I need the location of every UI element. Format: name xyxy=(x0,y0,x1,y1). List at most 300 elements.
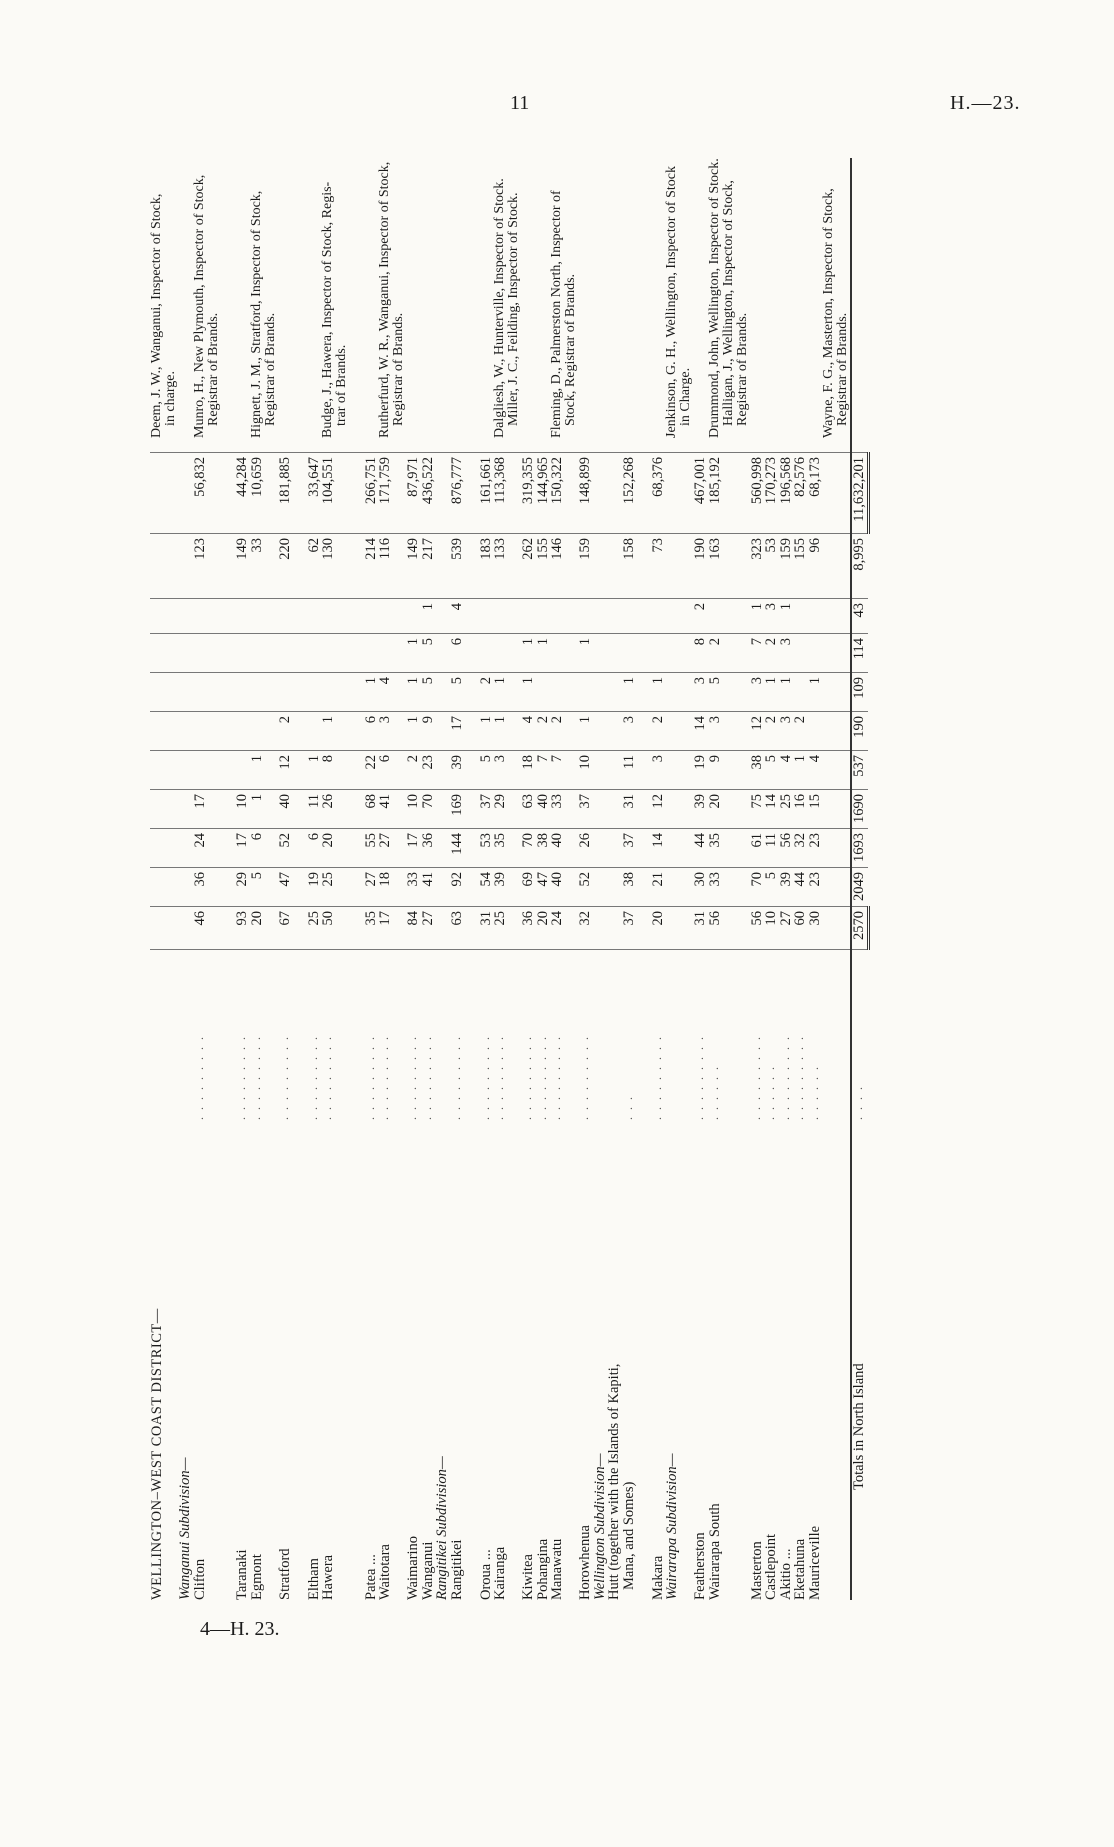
inspector-note xyxy=(607,158,622,452)
count-cell: 319,355 xyxy=(521,453,536,534)
leader-dots: . . . . . . xyxy=(706,1065,721,1120)
empty-cell xyxy=(636,907,651,950)
empty-cell xyxy=(292,534,307,599)
subdivision-title: Wairarapa Subdivision— xyxy=(664,1453,680,1600)
table-row xyxy=(406,158,421,1600)
count-cell: 37 xyxy=(622,907,637,950)
count-cell: 1 xyxy=(578,634,593,673)
empty-cell xyxy=(593,453,608,534)
count-cell: 53 xyxy=(764,534,779,599)
count-cell: 33 xyxy=(250,534,278,599)
empty-cell xyxy=(221,790,236,829)
leader-dots xyxy=(464,950,479,1121)
inspector-note xyxy=(622,158,637,452)
inspector-note xyxy=(665,158,693,452)
count-cell: 19 xyxy=(693,751,708,790)
empty-cell xyxy=(665,534,693,599)
empty-cell xyxy=(464,751,479,790)
empty-cell xyxy=(221,712,236,751)
count-cell: 27 xyxy=(378,829,406,868)
count-cell xyxy=(493,599,521,634)
empty-cell xyxy=(636,868,651,907)
empty-cell xyxy=(150,868,178,907)
empty-cell xyxy=(464,868,479,907)
count-cell: 36 xyxy=(193,868,221,907)
count-cell: 26 xyxy=(578,829,593,868)
leader-dots: . . . . . . . . . xyxy=(520,1035,534,1120)
leader-dots: . . . . . . . . . xyxy=(577,1035,591,1120)
empty-cell xyxy=(464,790,479,829)
subdivision-title: Wanganui Subdivision— xyxy=(177,1457,193,1600)
leader-dots: . . . . . . . . . xyxy=(362,1035,377,1120)
empty-cell xyxy=(221,634,236,673)
count-cell: 149 xyxy=(406,534,421,599)
count-cell: 61 xyxy=(750,829,765,868)
inspector-line: Munro, H., New Plymouth, Inspector of Stock, xyxy=(191,174,207,438)
empty-cell xyxy=(435,790,450,829)
count-cell: 69 xyxy=(521,868,536,907)
count-cell: 159 xyxy=(578,534,593,599)
count-cell: 55 xyxy=(364,829,379,868)
county-name: Horowhenua xyxy=(577,1525,593,1600)
leader-dots: . . . . . . . . . xyxy=(792,1035,806,1120)
county-name: Featherston xyxy=(692,1532,708,1600)
county-name: Wairarapa South xyxy=(706,1503,723,1600)
count-cell: 31 xyxy=(622,790,637,829)
count-cell: 40 xyxy=(536,790,551,829)
count-cell: 27 xyxy=(421,907,436,950)
count-cell xyxy=(479,599,494,634)
empty-cell xyxy=(349,599,364,634)
leader-dots xyxy=(178,950,193,1121)
empty-cell xyxy=(593,712,608,751)
subdivision-title: Rangitikei Subdivision— xyxy=(434,1456,450,1600)
empty-cell xyxy=(349,868,364,907)
empty-cell xyxy=(464,907,479,950)
count-cell: 40 xyxy=(550,829,578,868)
inspector-note xyxy=(250,158,278,452)
inspector-note xyxy=(651,158,666,452)
inspector-line: in charge. xyxy=(163,371,178,426)
table-row xyxy=(150,158,178,1600)
count-cell: 31 xyxy=(693,907,708,950)
county-name: Taranaki xyxy=(234,1549,250,1600)
count-cell xyxy=(307,634,322,673)
count-cell: 5 xyxy=(764,868,779,907)
empty-cell xyxy=(636,712,651,751)
count-cell: 33 xyxy=(550,790,578,829)
empty-cell xyxy=(593,829,608,868)
empty-cell xyxy=(150,712,178,751)
count-cell xyxy=(607,829,622,868)
table-row xyxy=(793,158,808,1600)
totals-label: Totals in North Island xyxy=(851,1120,868,1600)
count-cell xyxy=(321,599,349,634)
count-cell: 14 xyxy=(651,829,666,868)
empty-cell xyxy=(292,673,307,712)
inspector-line: Jenkinson, G. H., Wellington, Inspector of Stock xyxy=(664,166,679,438)
empty-cell xyxy=(665,868,693,907)
count-cell: 30 xyxy=(808,907,823,950)
table-row xyxy=(221,158,236,1600)
empty-cell xyxy=(221,751,236,790)
count-cell: 38 xyxy=(536,829,551,868)
empty-cell xyxy=(435,868,450,907)
spacer xyxy=(221,1120,236,1600)
count-cell: 36 xyxy=(521,907,536,950)
empty-cell xyxy=(292,453,307,534)
empty-cell xyxy=(435,534,450,599)
footer-code: 4—H. 23. xyxy=(200,1618,280,1640)
count-cell: 6 xyxy=(450,634,465,673)
count-cell xyxy=(651,634,666,673)
inspector-note xyxy=(808,158,823,452)
inspector-line: Hignett, J. M., Stratford, Inspector of Stock, xyxy=(248,190,264,438)
empty-cell xyxy=(636,534,651,599)
count-cell xyxy=(193,751,221,790)
county-name: Mauriceville xyxy=(806,1525,823,1600)
leader-dots: . . . . . . . . . xyxy=(777,1035,792,1120)
count-cell: 39 xyxy=(779,868,794,907)
empty-cell xyxy=(150,634,178,673)
count-cell: 5 xyxy=(421,673,436,712)
count-cell: 5 xyxy=(250,868,278,907)
empty-cell xyxy=(593,673,608,712)
empty-cell xyxy=(150,907,178,950)
empty-cell xyxy=(464,599,479,634)
inspector-note xyxy=(292,158,307,452)
leader-dots: . . . . . . . . . xyxy=(448,1035,463,1120)
leader-dots xyxy=(349,950,364,1121)
empty-cell xyxy=(593,868,608,907)
inspector-note xyxy=(764,158,779,452)
count-cell: 50 xyxy=(321,907,349,950)
inspector-note xyxy=(750,158,765,452)
count-cell: 155 xyxy=(536,534,551,599)
count-cell: 149 xyxy=(235,534,250,599)
count-cell: 2 xyxy=(764,712,779,751)
leader-dots: . . . . . . . . . xyxy=(419,1035,434,1120)
count-cell: 1 xyxy=(250,790,278,829)
empty-cell xyxy=(150,599,178,634)
count-cell: 96 xyxy=(808,534,823,599)
count-cell: 38 xyxy=(750,751,765,790)
count-cell: 5 xyxy=(421,634,436,673)
count-cell: 1 xyxy=(764,673,779,712)
count-cell: 8,995 xyxy=(851,534,868,599)
count-cell: 436,522 xyxy=(421,453,436,534)
count-cell: 56,832 xyxy=(193,453,221,534)
count-cell xyxy=(235,599,250,634)
empty-cell xyxy=(593,907,608,950)
count-cell: 1 xyxy=(651,673,666,712)
count-cell xyxy=(536,599,551,634)
table-body xyxy=(150,158,868,1600)
empty-cell xyxy=(178,829,193,868)
count-cell: 266,751 xyxy=(364,453,379,534)
inspector-note xyxy=(822,158,851,452)
empty-cell xyxy=(464,712,479,751)
count-cell: 23 xyxy=(808,868,823,907)
count-cell: 31 xyxy=(479,907,494,950)
count-cell: 12 xyxy=(750,712,765,751)
inspector-note xyxy=(307,158,322,452)
count-cell: 4 xyxy=(450,599,465,634)
count-cell: 2 xyxy=(708,634,750,673)
count-cell: 14 xyxy=(693,712,708,751)
empty-cell xyxy=(292,599,307,634)
count-cell: 37 xyxy=(622,829,637,868)
count-cell xyxy=(607,751,622,790)
count-cell: 133 xyxy=(493,534,521,599)
count-cell: 46 xyxy=(193,907,221,950)
count-cell: 67 xyxy=(278,907,293,950)
table-row xyxy=(750,158,765,1600)
leader-dots: . . . . . . . . . xyxy=(234,1035,248,1120)
count-cell: 1 xyxy=(536,634,551,673)
count-cell: 4 xyxy=(521,712,536,751)
count-cell xyxy=(364,634,379,673)
count-cell: 2 xyxy=(479,673,494,712)
empty-cell xyxy=(822,868,851,907)
count-cell: 6 xyxy=(307,829,322,868)
count-cell: 56 xyxy=(779,829,794,868)
count-cell xyxy=(793,673,808,712)
count-cell: 1 xyxy=(779,599,794,634)
count-cell xyxy=(235,673,250,712)
leader-dots: . . . . xyxy=(851,950,868,1121)
county-name: Patea ... xyxy=(362,1554,379,1600)
empty-cell xyxy=(178,634,193,673)
count-cell: 73 xyxy=(651,534,666,599)
empty-cell xyxy=(593,751,608,790)
empty-cell xyxy=(636,751,651,790)
count-cell: 3 xyxy=(779,712,794,751)
count-cell xyxy=(321,673,349,712)
count-cell: 3 xyxy=(493,751,521,790)
leader-dots: . . . . . . . . . xyxy=(248,1035,263,1120)
leader-dots xyxy=(435,950,450,1121)
empty-cell xyxy=(292,751,307,790)
empty-cell xyxy=(636,829,651,868)
count-cell: 2 xyxy=(693,599,708,634)
empty-cell xyxy=(435,634,450,673)
empty-cell xyxy=(150,790,178,829)
table-row xyxy=(851,158,868,1600)
count-cell: 10 xyxy=(578,751,593,790)
table-row xyxy=(421,158,436,1600)
count-cell: 54 xyxy=(479,868,494,907)
count-cell: 1 xyxy=(406,712,421,751)
table-row xyxy=(521,158,536,1600)
empty-cell xyxy=(178,868,193,907)
inspector-note xyxy=(235,158,250,452)
leader-dots: . . . . . . . . . xyxy=(320,1035,334,1120)
count-cell: 144 xyxy=(450,829,465,868)
count-cell xyxy=(235,751,250,790)
empty-cell xyxy=(636,599,651,634)
count-cell: 1690 xyxy=(851,790,868,829)
count-cell: 16 xyxy=(793,790,808,829)
count-cell: 11 xyxy=(307,790,322,829)
empty-cell xyxy=(822,751,851,790)
county-name: Hawera xyxy=(320,1554,336,1600)
count-cell xyxy=(607,907,622,950)
county-name: Eltham xyxy=(305,1558,322,1600)
empty-cell xyxy=(150,829,178,868)
table-row xyxy=(479,158,494,1600)
document-code: H.—23. xyxy=(950,92,1021,114)
empty-cell xyxy=(292,907,307,950)
county-name: Kiwitea xyxy=(520,1554,536,1600)
count-cell: 70 xyxy=(421,790,436,829)
spacer xyxy=(636,1120,651,1600)
inspector-note xyxy=(178,158,193,452)
empty-cell xyxy=(178,907,193,950)
count-cell xyxy=(278,599,293,634)
inspector-note xyxy=(349,158,364,452)
count-cell: 29 xyxy=(493,790,521,829)
inspector-note xyxy=(536,158,551,452)
table-row xyxy=(593,158,608,1600)
empty-cell xyxy=(822,790,851,829)
empty-cell xyxy=(349,453,364,534)
inspector-line: Registrar of Brands. xyxy=(391,312,406,426)
inspector-note xyxy=(693,158,708,452)
count-cell xyxy=(808,712,823,751)
count-cell xyxy=(607,599,622,634)
empty-cell xyxy=(665,453,693,534)
count-cell: 18 xyxy=(521,751,536,790)
count-cell: 60 xyxy=(793,907,808,950)
count-cell: 323 xyxy=(750,534,765,599)
county-name: Clifton xyxy=(191,1558,208,1600)
count-cell: 33,647 xyxy=(307,453,322,534)
leader-dots: . . . . . . . . . xyxy=(405,1035,419,1120)
count-cell: 217 xyxy=(421,534,436,599)
spacer xyxy=(464,1120,479,1600)
count-cell: 68,376 xyxy=(651,453,666,534)
inspector-note xyxy=(550,158,578,452)
count-cell: 70 xyxy=(521,829,536,868)
count-cell: 146 xyxy=(550,534,578,599)
count-cell: 20 xyxy=(536,907,551,950)
count-cell xyxy=(607,868,622,907)
count-cell: 39 xyxy=(693,790,708,829)
count-cell: 1 xyxy=(750,599,765,634)
inspector-note xyxy=(378,158,406,452)
table-row xyxy=(178,158,193,1600)
leader-dots: . . . . . . . . . xyxy=(649,1035,664,1120)
count-cell: 19 xyxy=(307,868,322,907)
count-cell: 1 xyxy=(421,599,436,634)
empty-cell xyxy=(593,634,608,673)
count-cell: 75 xyxy=(750,790,765,829)
leader-dots: . . . . . . . . . xyxy=(377,1035,391,1120)
leader-dots xyxy=(822,950,851,1121)
count-cell: 56 xyxy=(708,907,750,950)
table-row xyxy=(779,158,794,1600)
count-cell: 3 xyxy=(378,712,406,751)
table-row xyxy=(550,158,578,1600)
count-cell: 8 xyxy=(321,751,349,790)
inspector-note xyxy=(593,158,608,452)
count-cell xyxy=(607,453,622,534)
leader-dots xyxy=(607,950,622,1121)
inspector-line: Registrar of Brands. xyxy=(262,312,278,426)
count-cell: 24 xyxy=(550,907,578,950)
count-cell: 10 xyxy=(764,907,779,950)
leader-dots: . . . . . . . . . xyxy=(276,1035,291,1120)
count-cell: 152,268 xyxy=(622,453,637,534)
count-cell: 8 xyxy=(693,634,708,673)
count-cell: 116 xyxy=(378,534,406,599)
empty-cell xyxy=(435,453,450,534)
count-cell: 9 xyxy=(421,712,436,751)
count-cell: 25 xyxy=(321,868,349,907)
empty-cell xyxy=(178,712,193,751)
count-cell: 7 xyxy=(750,634,765,673)
count-cell: 23 xyxy=(808,829,823,868)
empty-cell xyxy=(665,907,693,950)
count-cell xyxy=(550,673,578,712)
count-cell xyxy=(250,599,278,634)
count-cell: 24 xyxy=(193,829,221,868)
count-cell: 3 xyxy=(708,712,750,751)
count-cell: 185,192 xyxy=(708,453,750,534)
inspector-note xyxy=(851,158,868,452)
count-cell: 1 xyxy=(793,751,808,790)
empty-cell xyxy=(292,712,307,751)
count-cell: 36 xyxy=(421,829,436,868)
district-title: WELLINGTON–WEST COAST DISTRICT— xyxy=(149,1308,165,1600)
table-row xyxy=(278,158,293,1600)
count-cell: 1 xyxy=(493,673,521,712)
table-row xyxy=(464,158,479,1600)
inspector-note xyxy=(493,158,521,452)
empty-cell xyxy=(665,673,693,712)
count-cell: 104,551 xyxy=(321,453,349,534)
count-cell: 2 xyxy=(651,712,666,751)
count-cell: 5 xyxy=(708,673,750,712)
count-cell xyxy=(378,599,406,634)
stock-returns-table xyxy=(150,158,870,1600)
count-cell: 2 xyxy=(406,751,421,790)
count-cell: 1 xyxy=(578,712,593,751)
rotated-stock-table xyxy=(150,150,990,1600)
inspector-note xyxy=(708,158,750,452)
count-cell xyxy=(808,634,823,673)
empty-cell xyxy=(178,534,193,599)
count-cell: 40 xyxy=(278,790,293,829)
inspector-line: Registrar of Brands. xyxy=(734,312,750,426)
count-cell xyxy=(250,673,278,712)
count-cell: 18 xyxy=(378,868,406,907)
empty-cell xyxy=(464,453,479,534)
count-cell xyxy=(364,599,379,634)
table-row xyxy=(708,158,750,1600)
inspector-note xyxy=(636,158,651,452)
inspector-note xyxy=(421,158,436,452)
count-cell xyxy=(307,599,322,634)
inspector-line: Dalgliesh, W., Hunterville, Inspector of Stock. xyxy=(492,178,507,438)
count-cell: 169 xyxy=(450,790,465,829)
empty-cell xyxy=(665,751,693,790)
count-cell: 190 xyxy=(693,534,708,599)
count-cell: 1693 xyxy=(851,829,868,868)
count-cell: 2 xyxy=(278,712,293,751)
count-cell: 214 xyxy=(364,534,379,599)
